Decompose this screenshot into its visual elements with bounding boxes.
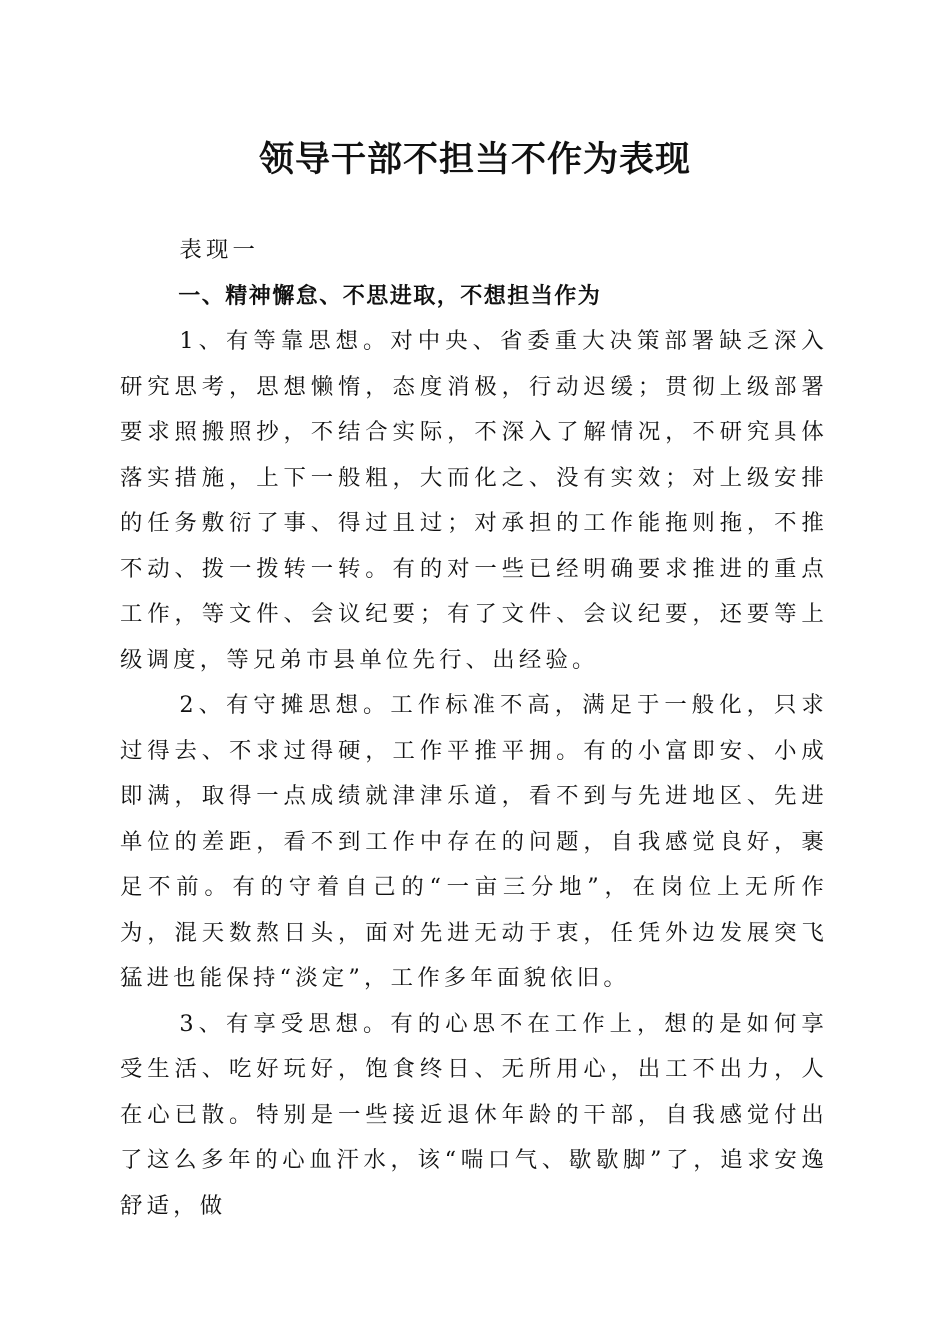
section-label: 表现一: [179, 237, 260, 263]
paragraph-2: 2、有守摊思想。工作标准不高，满足于一般化，只求过得去、不求过得硬，工作平推平拥。有的小富即安、小成即满，取得一点成绩就津津乐道，看不到与先进地区、先进单位的差距，看不到工作中存在的问题，自我感觉良好，裹足不前。有的守着自己的“一亩三分地”，在岗位上无所作为，混天数熬日头，面对先进无动于衷，任凭外边发展突飞猛进也能保持“淡定”，工作多年面貌依旧。: [120, 692, 828, 991]
document-title: 领导干部不担当不作为表现: [258, 139, 691, 180]
paragraph-1: 1、有等靠思想。对中央、省委重大决策部署缺乏深入研究思考，思想懒惰，态度消极，行动迟缓；贯彻上级部署要求照搬照抄，不结合实际，不深入了解情况，不研究具体落实措施，上下一般粗，大而化之、没有实效；对上级安排的任务敷衍了事、得过且过；对承担的工作能拖则拖，不推不动、拨一拨转一转。有的对一些已经明确要求推进的重点工作，等文件、会议纪要；有了文件、会议纪要，还要等上级调度，等兄弟市县单位先行、出经验。: [120, 328, 828, 673]
document-body: [120, 228, 828, 1229]
paragraph-3: 3、有享受思想。有的心思不在工作上，想的是如何享受生活、吃好玩好，饱食终日、无所用心，出工不出力，人在心已散。特别是一些接近退休年龄的干部，自我感觉付出了这么多年的心血汗水，该“喘口气、歇歇脚”了，追求安逸舒适，做: [120, 1010, 828, 1219]
section-heading: 一、精神懈怠、不思进取，不想担当作为: [178, 283, 602, 309]
